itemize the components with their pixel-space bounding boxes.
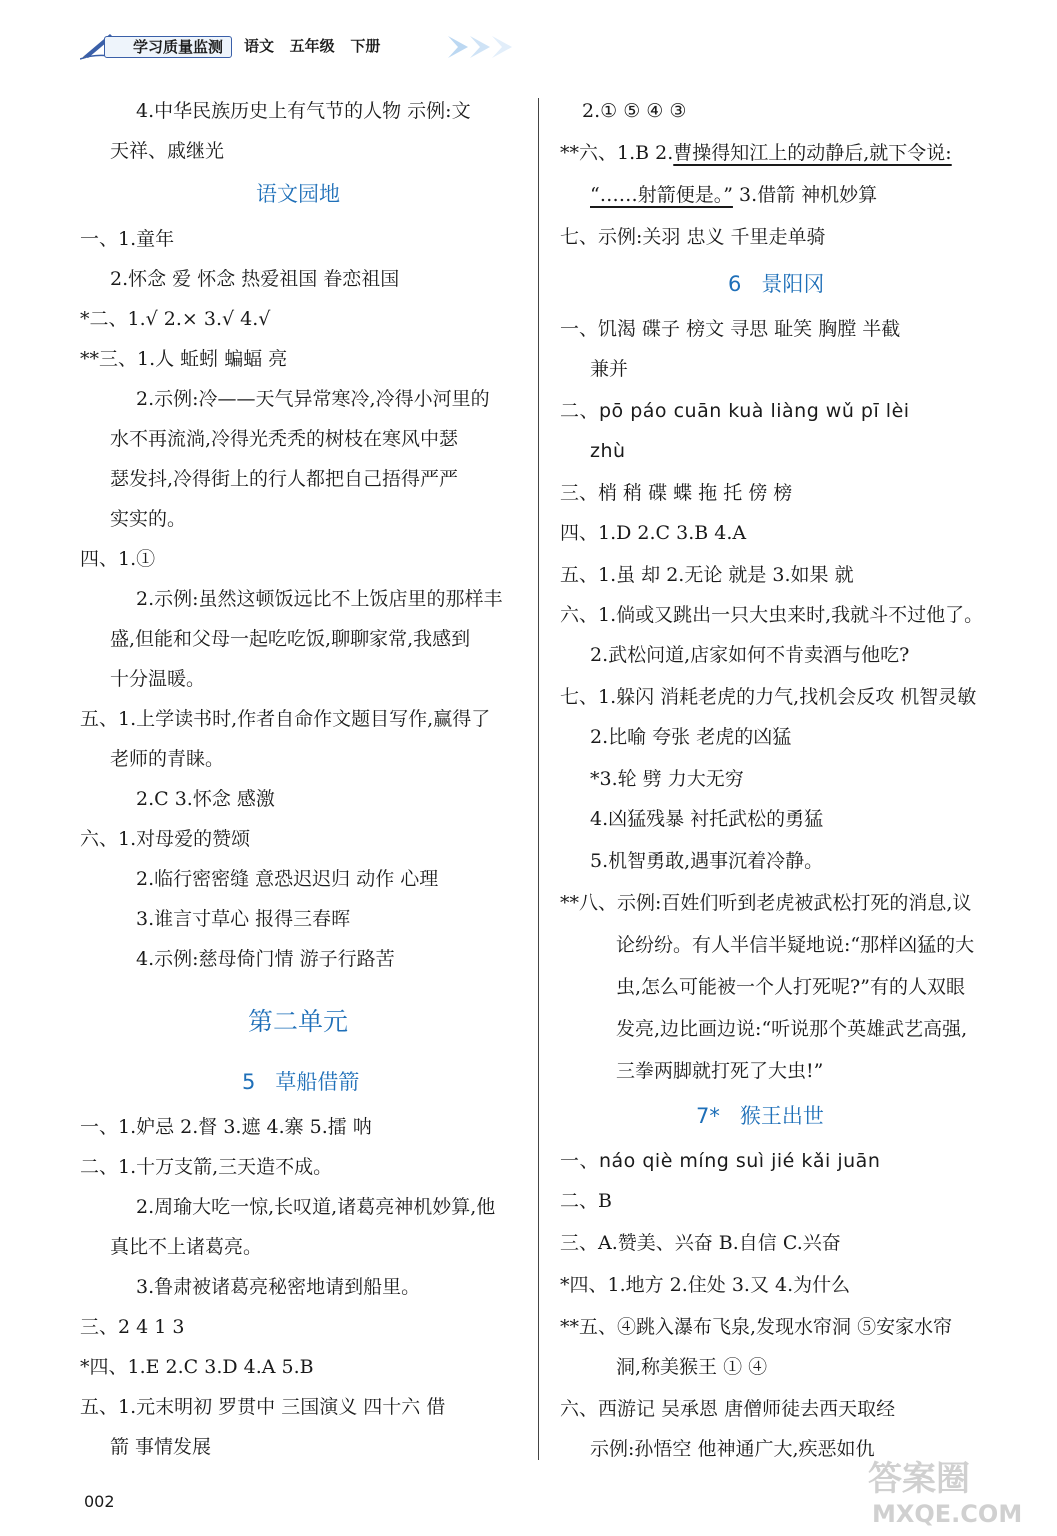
answer-line: 水不再流淌,冷得光秃秃的树枝在寒风中瑟 — [110, 428, 459, 450]
answer-line: 2.比喻 夸张 老虎的凶猛 — [590, 726, 792, 748]
answer-line: 七、1.躲闪 消耗老虎的力气,找机会反攻 机智灵敏 — [560, 686, 977, 708]
answer-line: *3.轮 劈 力大无穷 — [590, 768, 744, 790]
answer-line: 3.谁言寸草心 报得三春晖 — [136, 908, 351, 930]
answer-line: 一、饥渴 碟子 榜文 寻思 耻笑 胸膛 半截 — [560, 318, 901, 340]
answer-line: 3.鲁肃被诸葛亮秘密地请到船里。 — [136, 1276, 421, 1298]
unit-title: 第二单元 — [248, 1007, 349, 1036]
answer-line: 发亮,边比画边说:“听说那个英雄武艺高强, — [616, 1018, 968, 1040]
answer-line: 瑟发抖,冷得街上的行人都把自己捂得严严 — [110, 468, 459, 490]
answer-line: 真比不上诸葛亮。 — [110, 1236, 263, 1258]
answer-line: 三、A.赞美、兴奋 B.自信 C.兴奋 — [560, 1232, 841, 1254]
answer-line: 2.C 3.怀念 感激 — [136, 788, 275, 810]
answer-line: 2.武松问道,店家如何不肯卖酒与他吃? — [590, 644, 910, 666]
answer-line: 二、1.十万支箭,三天造不成。 — [80, 1156, 333, 1178]
chevron-decor-icon — [444, 34, 524, 60]
watermark-logo — [858, 1450, 1048, 1530]
answer-line — [590, 180, 877, 210]
underlined-answer: “……射箭便是。” — [590, 184, 733, 206]
answer-line: 实实的。 — [110, 508, 187, 530]
answer-line: *二、1.√ 2.× 3.√ 4.√ — [80, 308, 271, 330]
answer-line: 一、náo qiè míng suì jié kǎi juān — [560, 1150, 881, 1172]
answer-line: 四、1.① — [80, 548, 156, 570]
answer-line: 七、示例:关羽 忠义 千里走单骑 — [560, 226, 826, 248]
answer-line: **三、1.人 蚯蚓 蝙蝠 亮 — [80, 348, 288, 370]
answer-line: 五、1.元末明初 罗贯中 三国演义 四十六 借 — [80, 1396, 446, 1418]
page-header — [80, 28, 520, 62]
underlined-answer: 曹操得知江上的动静后,就下令说: — [673, 142, 952, 164]
answer-line: 三拳两脚就打死了大虫!” — [616, 1060, 824, 1082]
answer-line: *四、1.地方 2.住处 3.又 4.为什么 — [560, 1274, 851, 1296]
answer-line: 二、B — [560, 1190, 612, 1212]
answer-line: 论纷纷。有人半信半疑地说:“那样凶猛的大 — [616, 934, 975, 956]
answer-line: 六、西游记 吴承恩 唐僧师徒去西天取经 — [560, 1398, 896, 1420]
svg-text:MXQE.COM: MXQE.COM — [872, 1500, 1023, 1528]
answer-line: 4.中华民族历史上有气节的人物 示例:文 — [136, 100, 471, 122]
answer-line: *四、1.E 2.C 3.D 4.A 5.B — [80, 1356, 314, 1378]
answer-line: 2.临行密密缝 意恐迟迟归 动作 心理 — [136, 868, 439, 890]
column-divider — [538, 98, 539, 1460]
answer-line: 一、1.妒忌 2.督 3.遮 4.寨 5.擂 呐 — [80, 1116, 372, 1138]
answer-line: 箭 事情发展 — [110, 1436, 212, 1458]
answer-line: 4.示例:慈母倚门情 游子行路苦 — [136, 948, 395, 970]
answer-line: 2.周瑜大吃一惊,长叹道,诸葛亮神机妙算,他 — [136, 1196, 496, 1218]
page-number: 002 — [84, 1492, 115, 1511]
answer-line: 2.怀念 爱 怀念 热爱祖国 眷恋祖国 — [110, 268, 400, 290]
lesson-title-6: 6 景阳冈 — [728, 272, 825, 296]
answer-line: 2.① ⑤ ④ ③ — [582, 100, 687, 122]
answer-line — [560, 138, 952, 168]
answer-line: 四、1.D 2.C 3.B 4.A — [560, 522, 747, 544]
answer-line: 示例:孙悟空 他神通广大,疾恶如仇 — [590, 1438, 875, 1460]
answer-line: zhù — [590, 440, 626, 462]
answer-line: 五、1.上学读书时,作者自命作文题目写作,赢得了 — [80, 708, 491, 730]
answer-line: 三、2 4 1 3 — [80, 1316, 185, 1338]
answer-line: 2.示例:冷——天气异常寒冷,冷得小河里的 — [136, 388, 490, 410]
answer-line: 洞,称美猴王 ① ④ — [616, 1356, 768, 1378]
answer-line: 老师的青睐。 — [110, 748, 225, 770]
answer-line: 兼并 — [590, 358, 629, 380]
answer-line: 十分温暖。 — [110, 668, 206, 690]
answer-text: **六、1.B 2. — [560, 142, 674, 164]
answer-line: 2.示例:虽然这顿饭远比不上饭店里的那样丰 — [136, 588, 503, 610]
svg-text:答案圈: 答案圈 — [868, 1459, 970, 1499]
section-title-yuwen-yuandi: 语文园地 — [256, 182, 340, 206]
answer-line: **八、示例:百姓们听到老虎被武松打死的消息,议 — [560, 892, 972, 914]
answer-line: 盛,但能和父母一起吃吃饭,聊聊家常,我感到 — [110, 628, 471, 650]
answer-line: 虫,怎么可能被一个人打死呢?”有的人双眼 — [616, 976, 965, 998]
answer-line: 三、梢 稍 碟 蝶 拖 托 傍 榜 — [560, 482, 793, 504]
answer-text: 3.借箭 神机妙算 — [732, 184, 878, 206]
answer-line: 五、1.虽 却 2.无论 就是 3.如果 就 — [560, 564, 854, 586]
subject-info: 语文 五年级 下册 — [244, 37, 381, 55]
answer-line: 二、pō páo cuān kuà liàng wǔ pī lèi — [560, 400, 910, 422]
answer-line: 六、1.倘或又跳出一只大虫来时,我就斗不过他了。 — [560, 604, 984, 626]
lesson-title-5: 5 草船借箭 — [242, 1070, 360, 1094]
answer-line: 一、1.童年 — [80, 228, 175, 250]
answer-line: 天祥、戚继光 — [110, 140, 225, 162]
lesson-title-7: 7* 猴王出世 — [696, 1104, 824, 1128]
answer-line: 5.机智勇敢,遇事沉着冷静。 — [590, 850, 824, 872]
brand-label: 学习质量监测 — [104, 36, 232, 58]
answer-line: **五、④跳入瀑布飞泉,发现水帘洞 ⑤安家水帘 — [560, 1316, 953, 1338]
answer-line: 4.凶猛残暴 衬托武松的勇猛 — [590, 808, 824, 830]
answer-line: 六、1.对母爱的赞颂 — [80, 828, 251, 850]
